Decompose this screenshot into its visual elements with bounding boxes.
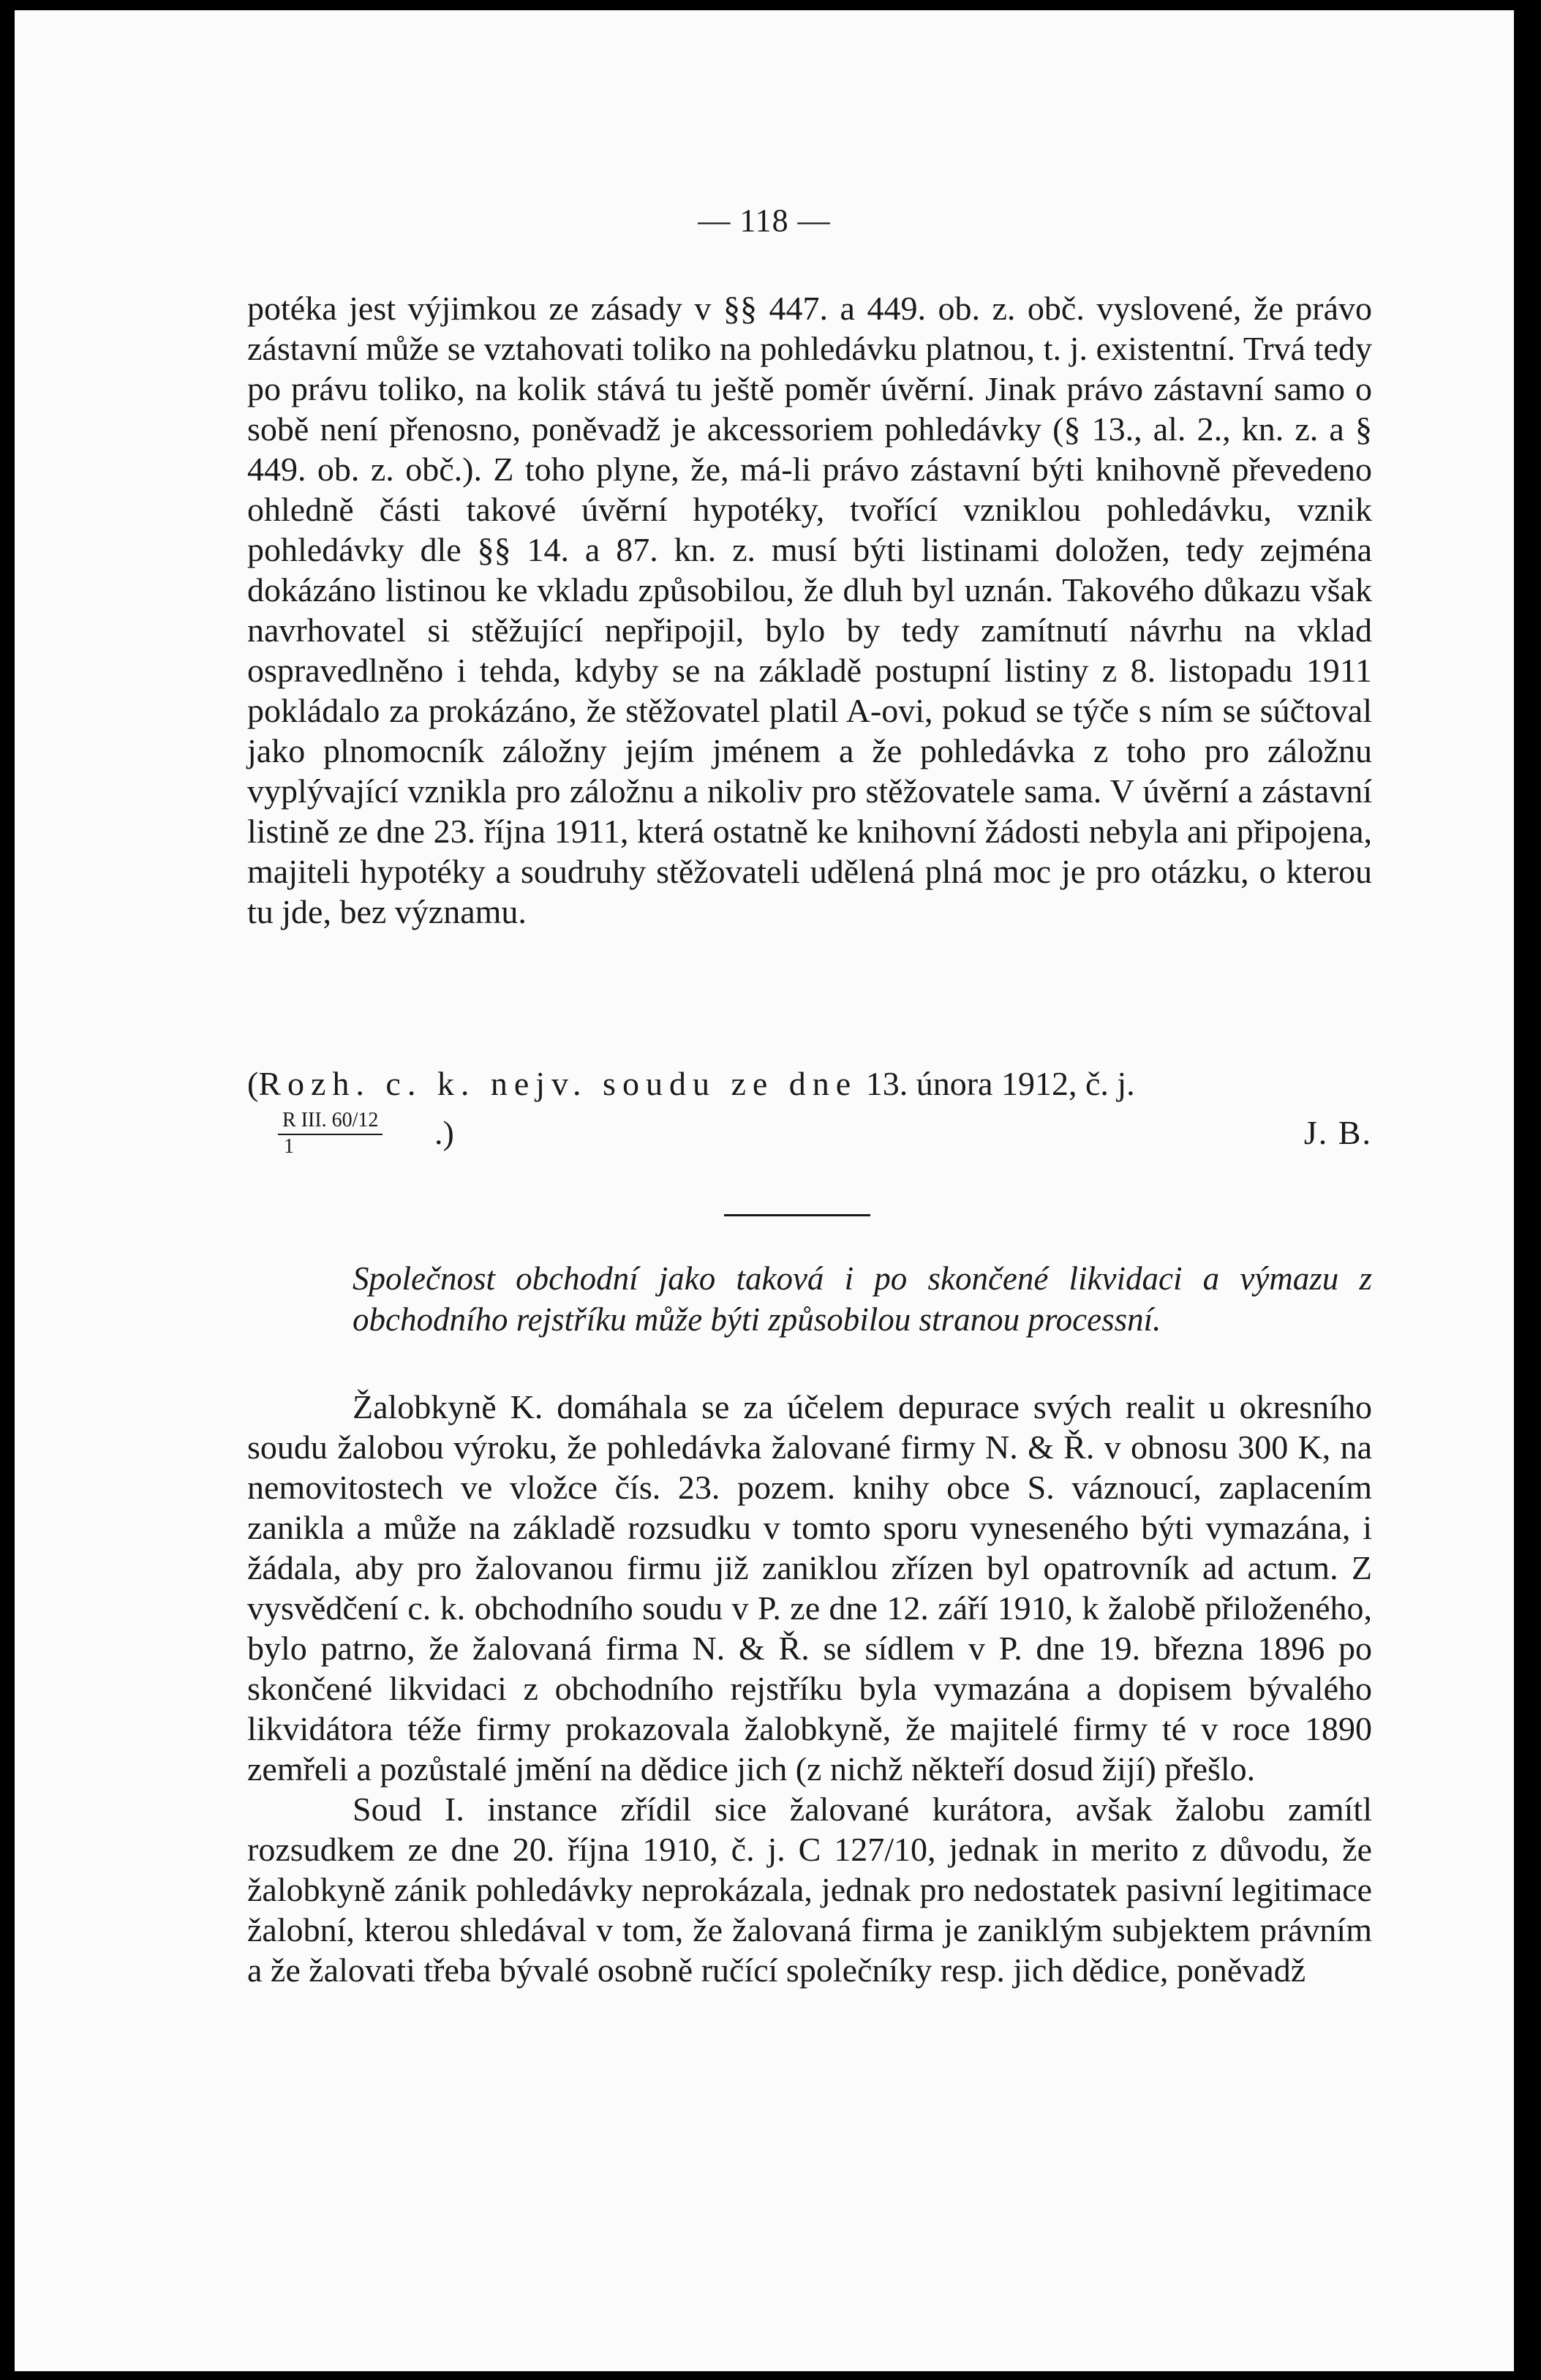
reference-numerator: R III. 60/12 (278, 1109, 383, 1135)
decision-open-paren: ( (247, 1065, 259, 1102)
reference-close: .) (434, 1114, 454, 1151)
text-block-bottom (247, 1387, 1372, 1990)
paragraph-1: potéka jest výjimkou ze zásady v §§ 447. a 449. ob. z. obč. vyslovené, že právo zástavní může se vztahovati toliko na pohledávku platnou, t. j. existentní. Trvá tedy po právu toliko, na kolik stává tu ještě poměr úvěrní. Jinak právo zástavní samo o sobě není přenosno, poněvadž je akcessoriem pohledávky (§ 13., al. 2., kn. z. a § 449. ob. z. obč.). Z toho plyne, že, má-li právo zástavní býti knihovně převedeno ohledně části takové úvěrní hypotéky, tvořící vzniklou pohledávku, vznik pohledávky dle §§ 14. a 87. kn. z. musí býti listinami doložen, tedy zejména dokázáno listinou ke vkladu způsobilou, že dluh byl uznán. Takového důkazu však navrhovatel si stěžující nepřipojil, bylo by tedy zamítnutí návrhu na vklad ospravedlněno i tehda, kdyby se na základě postupní listiny z 8. listopadu 1911 pokládalo za prokázáno, že stěžovatel platil A-ovi, pokud se týče s ním se súčtoval jako plnomocník záložny jejím jménem a že pohledávka z toho pro záložnu vyplývající vznikla pro záložnu a nikoliv pro stěžovatele sama. V úvěrní a zástavní listině ze dne 23. října 1911, která ostatně ke knihovní žádosti nebyla ani připojena, majiteli hypotéky a soudruhy stěžovateli udělená plná moc je pro otázku, o kterou tu jde, bez významu. (247, 290, 1372, 930)
author-initials: J. B. (1303, 1114, 1372, 1151)
paragraph-3: Soud I. instance zřídil sice žalované kurátora, avšak žalobu zamítl rozsudkem ze dne 20. října 1910, č. j. C 127/10, jednak in merito z důvodu, že žalobkyně zánik pohledávky neprokázala, jednak pro nedostatek pasivní legitimace žalobní, kterou shledával v tom, že žalovaná firma je zaniklým subjektem právním a že žalovati třeba bývalé osobně ručící společníky resp. jich dědice, poněvadž (247, 1790, 1372, 1989)
decision-spaced-text: Rozh. c. k. nejv. soudu ze dne (258, 1065, 858, 1102)
text-block-top (247, 288, 1372, 932)
decision-reference-row (278, 1109, 1372, 1167)
decision-citation (247, 1063, 1372, 1104)
decision-date: 13. února 1912, č. j. (857, 1065, 1135, 1102)
section-divider (724, 1214, 870, 1216)
book-page (15, 10, 1514, 2371)
reference-fraction (278, 1109, 383, 1159)
page-number: — 118 — (698, 203, 831, 238)
paragraph-2: Žalobkyně K. domáhala se za účelem depurace svých realit u okresního soudu žalobou výroku, že pohledávka žalované firmy N. & Ř. v obnosu 300 K, na nemovitostech ve vložce čís. 23. pozem. knihy obce S. váznoucí, zaplacením zanikla a může na základě rozsudku v tomto sporu vyneseného býti vymazána, i žádala, aby pro žalovanou firmu již zaniklou zřízen byl opatrovník ad actum. Z vysvědčení c. k. obchodního soudu v P. ze dne 12. září 1910, k žalobě přiloženého, bylo patrno, že žalovaná firma N. & Ř. se sídlem v P. dne 19. března 1896 po skončené likvidaci z obchodního rejstříku byla vymazána a dopisem bývalého likvidátora téže firmy prokazovala žalobkyně, že majitelé firmy té v roce 1890 zemřeli a pozůstalé jmění na dědice jich (z nichž někteří dosud žijí) přešlo. (247, 1388, 1372, 1788)
case-headnote: Společnost obchodní jako taková i po skončené likvidaci a výmazu z obchodního rejstříku může býti způsobilou stranou processní. (353, 1260, 1372, 1338)
reference-denominator: 1 (284, 1135, 294, 1158)
